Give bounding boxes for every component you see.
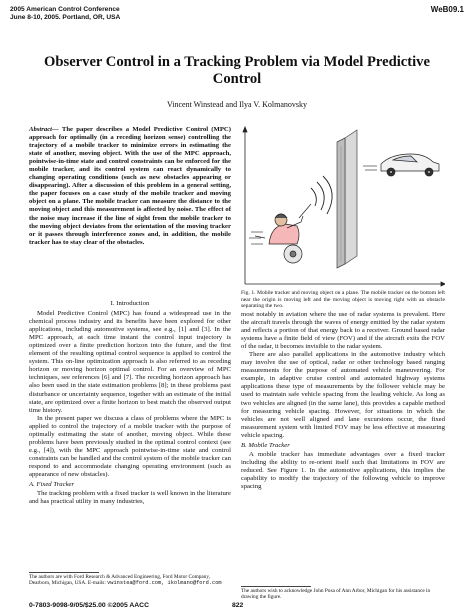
- conference-dates: June 8-10, 2005. Portland, OR, USA: [10, 14, 121, 21]
- conference-name: 2005 American Control Conference: [10, 6, 120, 13]
- conference-header: [10, 6, 120, 22]
- right-column-text: [241, 311, 445, 491]
- author-emails: vwinstea@ford.com, ikolmano@ford.com: [107, 580, 222, 587]
- introduction-section: [29, 297, 231, 506]
- section-heading-introduction: I. Introduction: [110, 300, 150, 307]
- abstract-text: — The paper describes a Model Predictive Control (MPC) approach for optimally (in a receding horizon sense) controlling the trajectory of a mobile tracker to minimize errors in estimating the state of another, moving object. With the use of the MPC approach, pointwise-in-time state and control constraints can be enforced for the mobile tracker, and its control system can react dynamically to changing operating conditions (such as new obstacles appearing or disappearing). After a discussion of this problem in a general setting, the paper focuses on a case study of the mobile tracker and moving object on a plane. The mobile tracker can measure the distance to the moving object and this measurement is affected by noise. The effect of the noise may increase if the line of sight from the mobile tracker to the moving object deviates from the orientation of the moving tracker or it passes through interference zones and, in addition, the mobile tracker has to stay clear of the obstacles.: [29, 126, 231, 246]
- acknowledgment-footnote: The authors wish to acknowledge John Posa of Ann Arbor, Michigan for his assistance in drawing the figure.: [241, 588, 431, 601]
- author-footnote-text: The authors are with Ford Research & Advanced Engineering, Ford Motor Company, Dearborn, Michigan, USA. E-mails:: [29, 574, 211, 587]
- figure-1: [241, 126, 445, 288]
- subsection-heading-mobile-tracker: B. Mobile Tracker: [241, 441, 290, 449]
- intro-paragraph-2: In the present paper we discuss a class of problems where the MPC is applied to control the trajectory of a mobile tracker with the purpose of optimally estimating the state of another, moving object. While these problems have been previously studied in the optimal control context (see e.g., [4]), with the MPC approach pointwise-in-time state and control constraints can be handled and the control system of the mobile tracker can respond to and accommodate changing operating environment (such as appearance of new obstacles).: [29, 414, 231, 478]
- isbn-footer: 0-7803-9098-9/05/$25.00 ©2005 AACC: [29, 602, 150, 609]
- abstract: [29, 126, 231, 247]
- session-id: WeB09.1: [430, 5, 464, 14]
- figure-1-illustration: [241, 126, 445, 288]
- intro-paragraph-1: Model Predictive Control (MPC) has found a widespread use in the chemical process industry and its benefits have been explored for other applications, including automotive systems, see e.g., [1] and [3]. In the MPC approach, at each time instant the control input trajectory is optimized over a finite prediction horizon into the future, and the first element of the resulting optimal control sequence is applied to control the system. This on-line optimization approach is also referred to as receding horizon or moving horizon optimal control. For an overview of MPC techniques, see references [6] and [7]. The receding horizon approach has also been used in the state estimation problems [8]; in these problems past disturbance or uncertainty sequence, together with an estimate of the initial state, are optimized over a finite horizon to best match the observed output time history.: [29, 310, 231, 414]
- subsection-heading-fixed-tracker: A. Fixed Tracker: [29, 481, 75, 489]
- mobile-tracker-paragraph: A mobile tracker has immediate advantages over a fixed tracker including the ability to re-orient itself such that limitations in FOV are reduced. See Figure 1. In the automotive applications, this implies the capability to modify the trajectory of the following vehicle to improve spacing: [241, 450, 445, 490]
- author-footnote: [29, 574, 231, 586]
- fixed-tracker-paragraph: The tracking problem with a fixed tracker is well known in the literature and has practical utility in many industries,: [29, 490, 231, 506]
- signal-waves-icon: [299, 176, 332, 218]
- abstract-lead: Abstract: [29, 126, 53, 133]
- footnote-divider-right: [241, 586, 311, 587]
- wall-obstacle-icon: [337, 130, 357, 268]
- paper-authors: Vincent Winstead and Ilya V. Kolmanovsky: [166, 100, 308, 109]
- right-paragraph-1: most notably in aviation where the use of radar systems is prevalent. Here the aircraft travels through the waves of energy emitted by the radar system and reflects a portion of that energy back to a receiver. Ground based radar systems have a finite field of view (FOV) and if the aircraft exits the FOV of the radar, it becomes invisible to the radar system.: [241, 311, 445, 351]
- robot-tracker-icon: [249, 214, 303, 263]
- car-icon: [363, 154, 439, 176]
- page-number: 822: [232, 602, 244, 609]
- footnote-divider: [29, 572, 99, 573]
- figure-1-caption: Fig. 1. Mobile tracker and moving object on a plane. The mobile tracker on the bottom left near the origin is moving left and the moving object is moving right with an obstacle separating the two.: [241, 290, 445, 309]
- paper-title: Observer Control in a Tracking Problem via Model Predictive Control: [44, 54, 430, 87]
- right-paragraph-2: There are also parallel applications in the automotive industry which may involve the use of optical, radar or other technology based ranging measurements for the purpose of automated vehicle maneuvering. For example, in adaptive cruise control and automated highway systems applications these type of measurements by the follower vehicle may be used to maintain safe vehicle spacing from the leading vehicle. As long as two vehicles are aligned (in the same lane), this provides a capable method for measuring vehicle spacing. However, for situations in which the vehicles are not well aligned and lane excursions occur, the fixed measurement system with limited FOV may be less effective at measuring vehicle spacing.: [241, 351, 445, 439]
